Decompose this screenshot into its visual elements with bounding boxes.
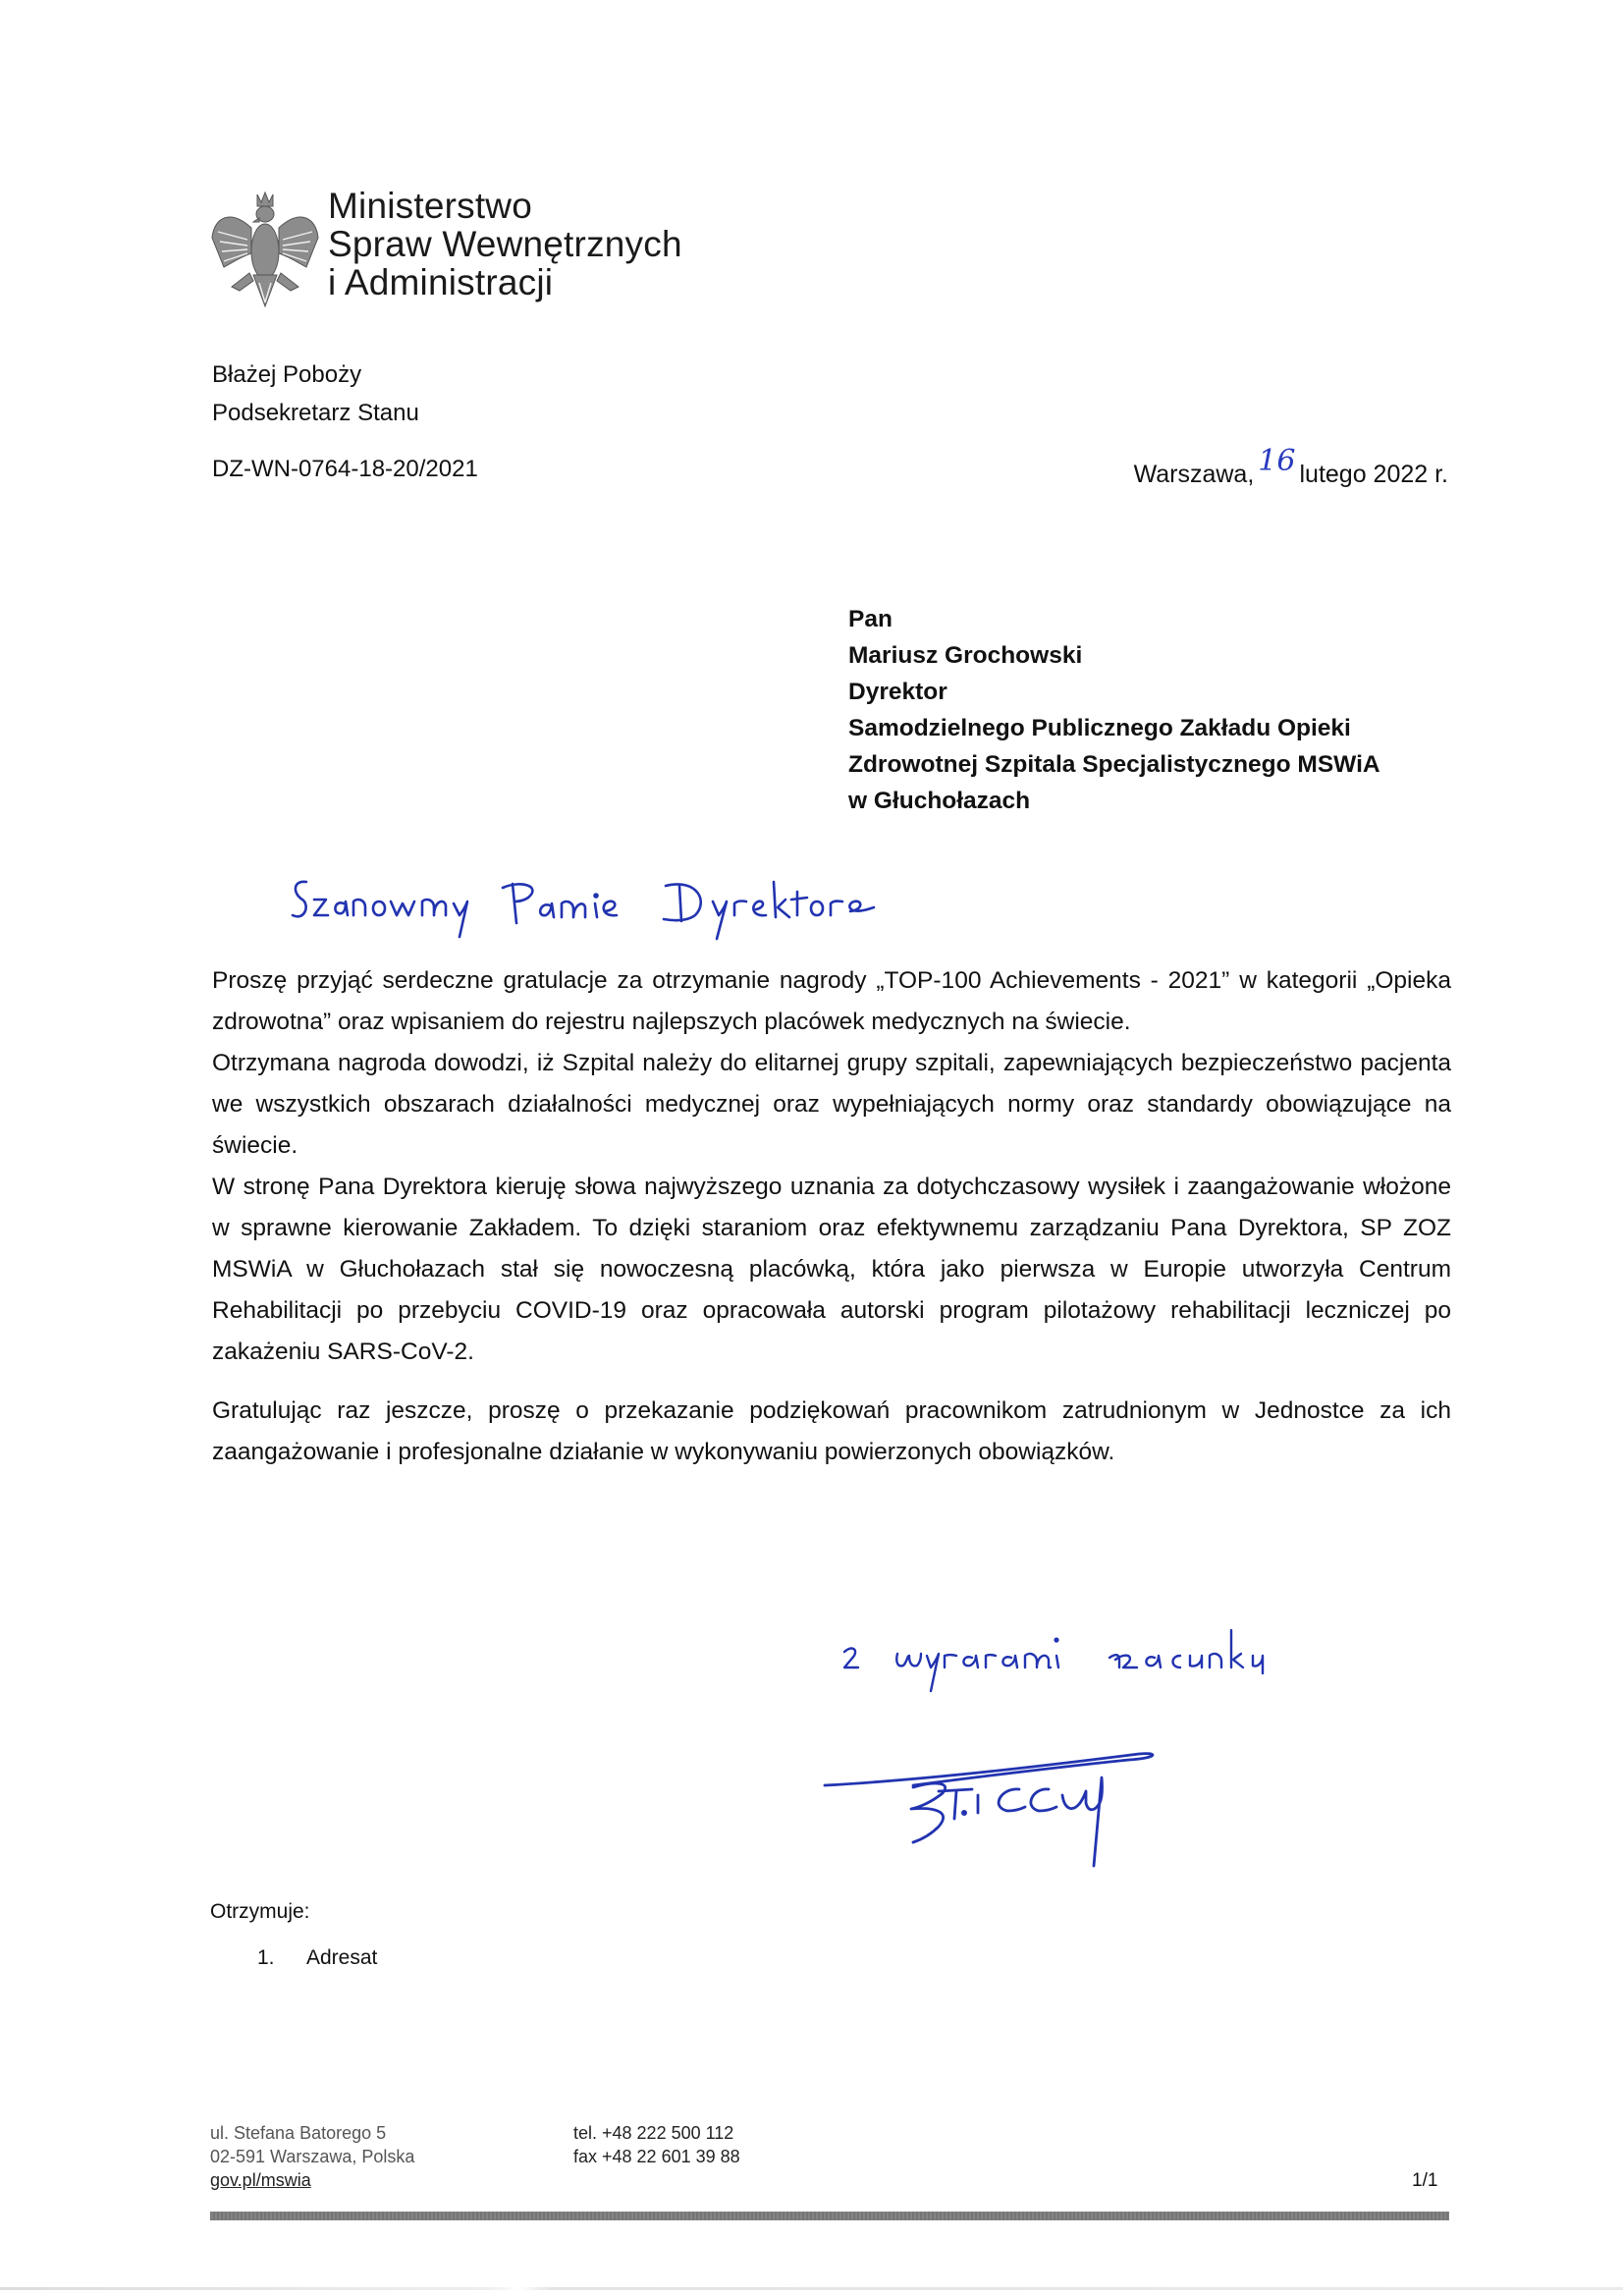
recipient-line: Samodzielnego Publicznego Zakładu Opieki bbox=[848, 715, 1351, 741]
distribution-label: Otrzymuje: bbox=[210, 1900, 310, 1923]
body-paragraph: W stronę Pana Dyrektora kieruję słowa najwyższego uznania za dotychczasowy wysiłek i zaangażowanie włożone w sprawne kierowanie Zakładem. To dzięki staraniom oraz efektywnemu zarządzaniu Pana Dyrektora, SP ZOZ MSWiA w Głuchołazach stał się nowoczesną placówką, która jako pierwsza w Europie utworzyła Centrum Rehabilitacji po przebyciu COVID-19 oraz opracowała autorski program pilotażowy rehabilitacji leczniczej po zakażeniu SARS-CoV-2. bbox=[212, 1174, 1451, 1365]
date-line bbox=[1133, 444, 1448, 490]
sender-title: Podsekretarz Stanu bbox=[212, 400, 419, 426]
sender-name: Błażej Poboży bbox=[212, 361, 362, 388]
body-paragraph: Gratulując raz jeszcze, proszę o przekazanie podziękowań pracownikom zatrudnionym w Jednostce za ich zaangażowanie i profesjonalne działanie w wykonywaniu powierzonych obowiązków. bbox=[212, 1397, 1451, 1465]
ministry-line: i Administracji bbox=[328, 262, 554, 302]
distribution-item-number: 1. bbox=[257, 1946, 275, 1969]
date-day-handwritten: 16 bbox=[1258, 444, 1296, 478]
body-paragraph: Otrzymana nagroda dowodzi, iż Szpital należy do elitarnej grupy szpitali, zapewniających bezpieczeństwo pacjenta we wszystkich obszarach działalności medycznej oraz wypełniających normy oraz standardy obowiązujące na świecie. bbox=[212, 1050, 1451, 1159]
handwritten-closing bbox=[825, 1611, 1335, 1699]
recipient-line: Dyrektor bbox=[848, 679, 947, 705]
footer-address-line: 02-591 Warszawa, Polska bbox=[210, 2147, 415, 2166]
footer-fax: fax +48 22 601 39 88 bbox=[573, 2147, 740, 2166]
footer-address bbox=[210, 2121, 414, 2192]
footer-divider bbox=[210, 2212, 1449, 2220]
recipient-block bbox=[848, 601, 1380, 819]
recipient-line: Mariusz Grochowski bbox=[848, 642, 1083, 669]
ministry-name bbox=[328, 187, 682, 301]
handwritten-greeting bbox=[285, 872, 893, 941]
sender-block bbox=[212, 355, 419, 432]
recipient-line: Zdrowotnej Szpitala Specjalistycznego MSWiA bbox=[848, 751, 1380, 778]
body-paragraph: Proszę przyjąć serdeczne gratulacje za otrzymanie nagrody „TOP-100 Achievements - 2021” w kategorii „Opieka zdrowotna” oraz wpisaniem do rejestru najlepszych placówek medycznych na świecie. bbox=[212, 967, 1451, 1035]
scan-edge-line bbox=[0, 2287, 1623, 2290]
recipient-line: Pan bbox=[848, 606, 893, 632]
date-city: Warszawa, bbox=[1133, 461, 1255, 488]
polish-eagle-emblem-icon bbox=[210, 189, 320, 314]
letter-body bbox=[212, 960, 1451, 1473]
footer-tel: tel. +48 222 500 112 bbox=[573, 2123, 734, 2143]
page-number: 1/1 bbox=[1412, 2170, 1438, 2191]
footer-website-link[interactable]: gov.pl/mswia bbox=[210, 2170, 311, 2190]
distribution-item-text: Adresat bbox=[306, 1946, 378, 1969]
footer-contact bbox=[573, 2121, 740, 2168]
ministry-line: Ministerstwo bbox=[328, 186, 532, 226]
recipient-line: w Głuchołazach bbox=[848, 788, 1031, 814]
reference-number: DZ-WN-0764-18-20/2021 bbox=[212, 456, 478, 482]
footer-address-line: ul. Stefana Batorego 5 bbox=[210, 2123, 387, 2143]
ministry-line: Spraw Wewnętrznych bbox=[328, 224, 682, 264]
handwritten-signature bbox=[815, 1738, 1237, 1876]
date-rest: lutego 2022 r. bbox=[1299, 461, 1448, 488]
distribution-item bbox=[257, 1946, 377, 1970]
